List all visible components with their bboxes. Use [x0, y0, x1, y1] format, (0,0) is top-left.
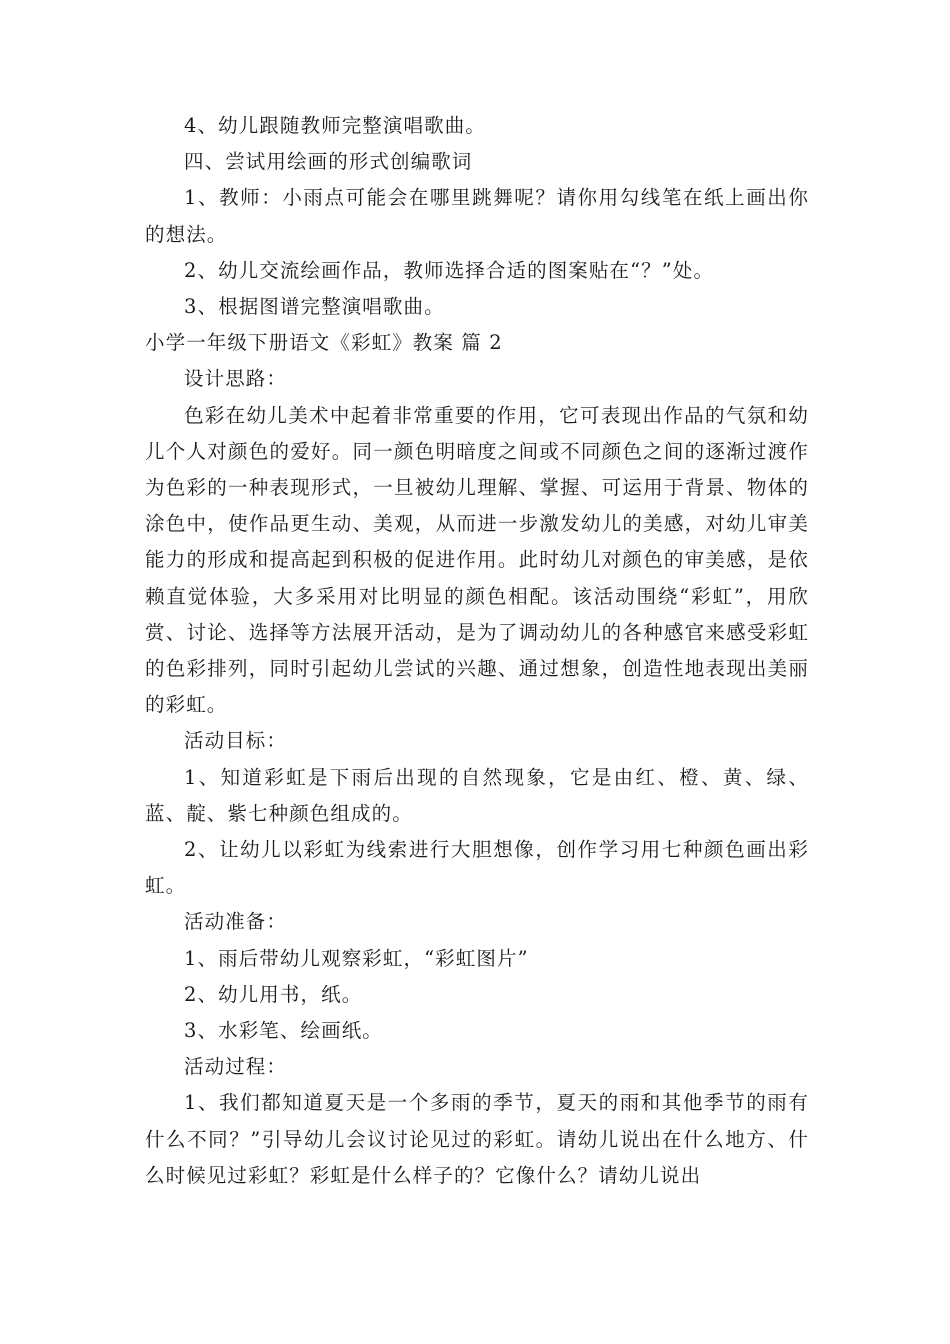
paragraph: 2、幼儿用书，纸。: [184, 982, 363, 1006]
paragraph: 3、水彩笔、绘画纸。: [184, 1019, 383, 1043]
paragraph: 1、知道彩虹是下雨后出现的自然现象，它是由红、橙、黄、绿、蓝、靛、紫七种颜色组成的。: [145, 765, 809, 825]
paragraph: 设计思路：: [184, 367, 288, 391]
paragraph: 1、我们都知道夏天是一个多雨的季节，夏天的雨和其他季节的雨有什么不同？”引导幼儿会议讨论见过的彩虹。请幼儿说出在什么地方、什么时候见过彩虹？彩虹是什么样子的？它像什么？请幼儿说出: [145, 1091, 809, 1187]
paragraph: 2、让幼儿以彩虹为线索进行大胆想像，创作学习用七种颜色画出彩虹。: [145, 838, 809, 898]
paragraph: 3、根据图谱完整演唱歌曲。: [184, 295, 445, 319]
document-body: [145, 108, 809, 1194]
paragraph: 活动目标：: [184, 729, 288, 753]
paragraph: 四、尝试用绘画的形式创编歌词: [184, 150, 473, 174]
paragraph: 活动准备：: [184, 910, 288, 934]
paragraph: 色彩在幼儿美术中起着非常重要的作用，它可表现出作品的气氛和幼儿个人对颜色的爱好。同一颜色明暗度之间或不同颜色之间的逐渐过渡作为色彩的一种表现形式，一旦被幼儿理解、掌握、可运用于背景、物体的涂色中，使作品更生动、美观，从而进一步激发幼儿的美感，对幼儿审美能力的形成和提高起到积极的促进作用。此时幼儿对颜色的审美感，是依赖直觉体验，大多采用对比明显的颜色相配。该活动围绕“彩虹”，用欣赏、讨论、选择等方法展开活动，是为了调动幼儿的各种感官来感受彩虹的色彩排列，同时引起幼儿尝试的兴趣、通过想象，创造性地表现出美丽的彩虹。: [145, 403, 809, 717]
paragraph: 1、雨后带幼儿观察彩虹，“彩虹图片”: [184, 946, 529, 970]
paragraph: 2、幼儿交流绘画作品，教师选择合适的图案贴在“？”处。: [184, 258, 715, 282]
paragraph: 活动过程：: [184, 1055, 288, 1079]
paragraph: 1、教师：小雨点可能会在哪里跳舞呢？请你用勾线笔在纸上画出你的想法。: [145, 186, 809, 246]
paragraph: 4、幼儿跟随教师完整演唱歌曲。: [184, 114, 486, 137]
section-heading: 小学一年级下册语文《彩虹》教案 篇 2: [145, 331, 503, 355]
